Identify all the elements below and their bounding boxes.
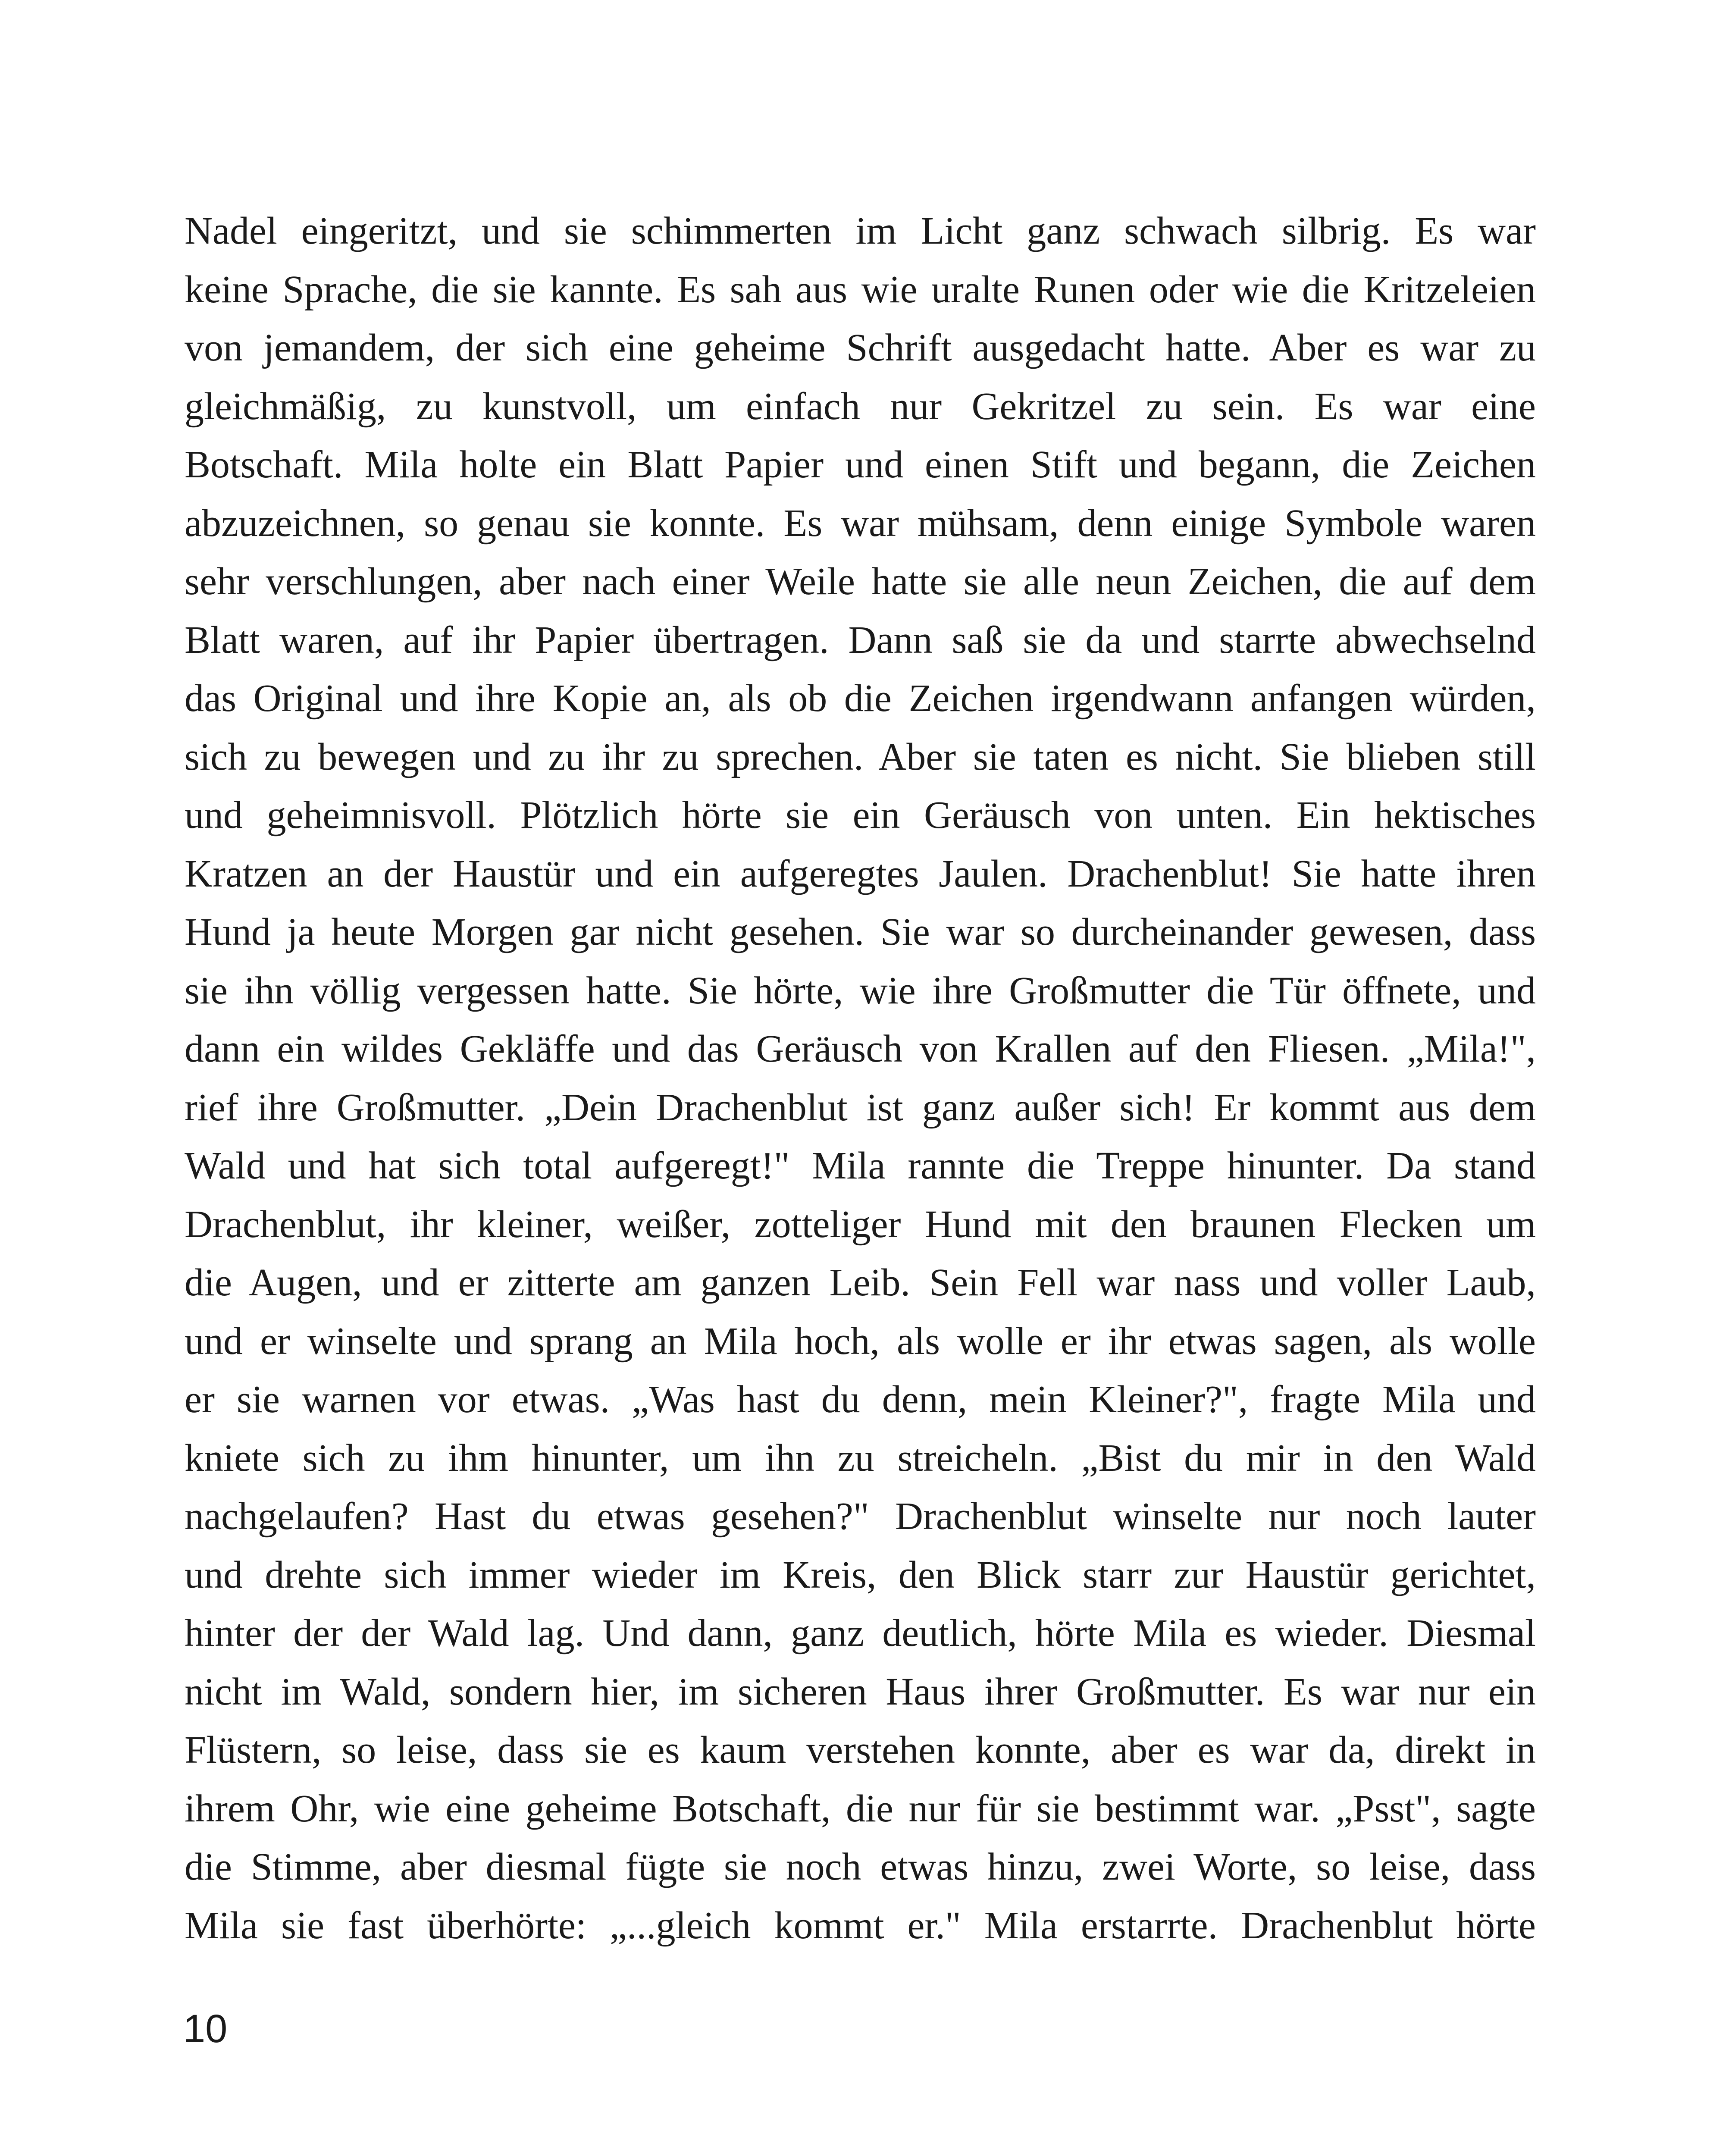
text-line: kniete sich zu ihm hinunter, um ihn zu streicheln. „Bist du mir in den Wald <box>185 1436 1536 1479</box>
text-line: keine Sprache, die sie kannte. Es sah aus wie uralte Runen oder wie die Kritzeleien <box>185 268 1536 311</box>
text-line: Flüstern, so leise, dass sie es kaum verstehen konnte, aber es war da, direkt in <box>185 1729 1536 1771</box>
text-line: sich zu bewegen und zu ihr zu sprechen. Aber sie taten es nicht. Sie blieben still <box>185 735 1536 778</box>
text-line: er sie warnen vor etwas. „Was hast du denn, mein Kleiner?", fragte Mila und <box>185 1378 1536 1421</box>
text-line: rief ihre Großmutter. „Dein Drachenblut ist ganz außer sich! Er kommt aus dem <box>185 1086 1536 1129</box>
text-line: nicht im Wald, sondern hier, im sicheren Haus ihrer Großmutter. Es war nur ein <box>185 1670 1536 1713</box>
page-number: 10 <box>183 2007 228 2051</box>
text-line: Blatt waren, auf ihr Papier übertragen. Dann saß sie da und starrte abwechselnd <box>185 618 1536 661</box>
text-line: gleichmäßig, zu kunstvoll, um einfach nur Gekritzel zu sein. Es war eine <box>185 385 1536 428</box>
text-line: abzuzeichnen, so genau sie konnte. Es war mühsam, denn einige Symbole waren <box>185 501 1536 545</box>
body-text <box>185 202 1536 1955</box>
text-line: nachgelaufen? Hast du etwas gesehen?" Drachenblut winselte nur noch lauter <box>185 1495 1536 1538</box>
text-line: Botschaft. Mila holte ein Blatt Papier und einen Stift und begann, die Zeichen <box>185 443 1536 486</box>
text-line: Kratzen an der Haustür und ein aufgeregtes Jaulen. Drachenblut! Sie hatte ihren <box>185 852 1536 895</box>
text-line: und er winselte und sprang an Mila hoch, als wolle er ihr etwas sagen, als wolle <box>185 1319 1536 1363</box>
text-line: sie ihn völlig vergessen hatte. Sie hörte, wie ihre Großmutter die Tür öffnete, und <box>185 969 1536 1012</box>
text-line: hinter der der Wald lag. Und dann, ganz deutlich, hörte Mila es wieder. Diesmal <box>185 1612 1536 1655</box>
text-line: Drachenblut, ihr kleiner, weißer, zotteliger Hund mit den braunen Flecken um <box>185 1203 1536 1246</box>
text-line: Nadel eingeritzt, und sie schimmerten im Licht ganz schwach silbrig. Es war <box>185 210 1536 252</box>
text-line: Hund ja heute Morgen gar nicht gesehen. Sie war so durcheinander gewesen, dass <box>185 911 1536 953</box>
text-line: dann ein wildes Gekläffe und das Geräusch von Krallen auf den Fliesen. „Mila!", <box>185 1028 1536 1070</box>
text-line: und geheimnisvoll. Plötzlich hörte sie ein Geräusch von unten. Ein hektisches <box>185 794 1536 837</box>
text-line: das Original und ihre Kopie an, als ob die Zeichen irgendwann anfangen würden, <box>185 677 1536 720</box>
text-line: von jemandem, der sich eine geheime Schrift ausgedacht hatte. Aber es war zu <box>185 326 1536 369</box>
text-line: sehr verschlungen, aber nach einer Weile hatte sie alle neun Zeichen, die auf dem <box>185 560 1536 603</box>
text-line: und drehte sich immer wieder im Kreis, den Blick starr zur Haustür gerichtet, <box>185 1553 1536 1596</box>
text-line: die Augen, und er zitterte am ganzen Leib. Sein Fell war nass und voller Laub, <box>185 1261 1536 1304</box>
text-line: Mila sie fast überhörte: „...gleich kommt er." Mila erstarrte. Drachenblut hörte <box>185 1904 1536 1947</box>
text-line: die Stimme, aber diesmal fügte sie noch etwas hinzu, zwei Worte, so leise, dass <box>185 1846 1536 1888</box>
text-line: Wald und hat sich total aufgeregt!" Mila rannte die Treppe hinunter. Da stand <box>185 1144 1536 1187</box>
text-line: ihrem Ohr, wie eine geheime Botschaft, die nur für sie bestimmt war. „Psst", sagte <box>185 1787 1536 1830</box>
